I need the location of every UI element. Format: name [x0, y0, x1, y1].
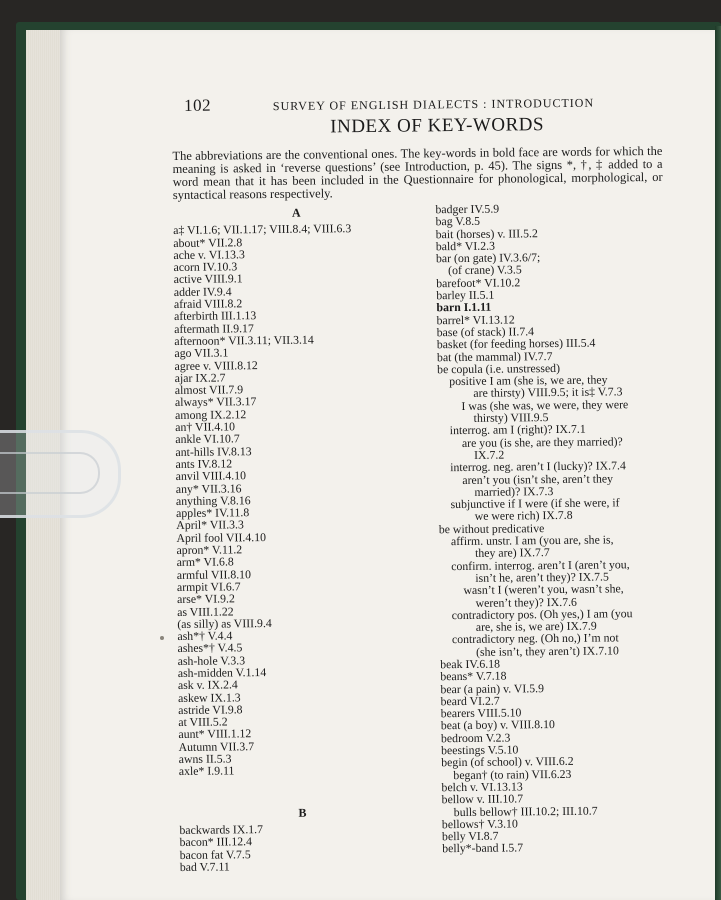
index-entry: askew IX.1.3: [177, 689, 241, 705]
index-entry: armful VII.8.10: [176, 566, 252, 582]
index-entry: aunt* VIII.1.12: [178, 726, 252, 742]
index-entry: afraid VIII.8.2: [173, 296, 243, 312]
index-entry: belly*-band I.5.7: [442, 840, 524, 856]
index-entry: wasn’t I (weren’t you, wasn’t she,: [463, 581, 624, 598]
page-title: INDEX OF KEY-WORDS: [330, 114, 545, 138]
index-entry: (she isn’t, they aren’t) IX.7.10: [476, 643, 619, 659]
index-entry: among IX.2.12: [175, 406, 247, 422]
cover-edge: [715, 26, 721, 900]
index-entry: confirm. interrog. aren’t I (aren’t you,: [451, 556, 630, 573]
index-entry: married)? IX.7.3: [474, 483, 554, 499]
index-entry: ash-midden V.1.14: [177, 665, 267, 680]
index-entry: contradictory neg. (Oh no,) I’m not: [451, 630, 619, 647]
index-entry: ant-hills IV.8.13: [175, 443, 252, 459]
index-entry: ash-hole V.3.3: [177, 652, 246, 668]
index-entry: anything V.8.16: [175, 493, 251, 508]
index-entry: backwards IX.1.7: [179, 822, 264, 837]
index-entry: begin (of school) v. VIII.6.2: [441, 754, 574, 770]
index-entry: subjunctive if I were (if she were, if: [450, 495, 620, 512]
index-entry: bedroom V.2.3: [440, 730, 511, 745]
index-entry: ache v. VI.13.3: [173, 247, 245, 262]
page-number: 102: [184, 95, 212, 115]
index-entry: afterbirth III.1.13: [174, 308, 257, 324]
index-entry: bearers VIII.5.10: [440, 705, 522, 721]
index-entry: base (of stack) II.7.4: [436, 324, 535, 340]
index-entry: barrel* VI.13.12: [436, 312, 515, 327]
index-entry: beat (a boy) v. VIII.8.10: [440, 717, 555, 733]
index-entry: basket (for feeding horses) III.5.4: [436, 335, 596, 352]
index-entry: bellows† V.3.10: [441, 816, 518, 832]
index-entry: ajar IX.2.7: [174, 370, 226, 385]
index-entry: belch v. VI.13.13: [441, 779, 523, 795]
index-entry: positive I am (she is, we are, they: [449, 372, 608, 389]
page-content: [172, 113, 670, 873]
index-entry: be copula (i.e. unstressed): [437, 360, 561, 377]
index-entry: bat (the mammal) IV.7.7: [436, 348, 553, 364]
index-entry: acorn IV.10.3: [173, 259, 238, 275]
index-entry: Autumn VII.3.7: [178, 738, 255, 754]
index-entry: beard VI.2.7: [440, 693, 500, 709]
index-entry: weren’t they)? IX.7.6: [475, 594, 577, 610]
index-entry: ankle VI.10.7: [175, 431, 240, 447]
index-entry: ago VII.3.1: [174, 345, 229, 361]
index-entry: bad V.7.11: [179, 859, 230, 874]
index-entry: interrog. neg. aren’t I (lucky)? IX.7.4: [450, 458, 626, 475]
index-entry: awns II.5.3: [178, 751, 232, 767]
index-entry: about* VII.2.8: [173, 234, 243, 250]
index-entry: thirsty) VIII.9.5: [473, 410, 549, 425]
index-entry: ash*† V.4.4: [177, 628, 233, 644]
index-entry: they are) IX.7.7: [474, 545, 550, 561]
index-entry: are, she is, we are) IX.7.9: [475, 618, 597, 634]
index-column-left: [173, 203, 426, 873]
index-entry: bar (on gate) IV.3.6/7;: [435, 250, 541, 266]
index-entry: aren’t you (isn’t she, aren’t they: [462, 470, 614, 487]
index-entry: beestings V.5.10: [441, 742, 519, 758]
section-letter: B: [298, 805, 307, 820]
index-entry: badger IV.5.9: [435, 201, 500, 217]
section-letter: A: [291, 205, 301, 220]
page-clip-inner: [0, 452, 100, 494]
index-entry: astride VI.9.8: [178, 702, 243, 717]
index-entry: isn’t he, aren’t they)? IX.7.5: [475, 569, 609, 585]
index-entry: are you (is she, are they married)?: [461, 433, 623, 450]
index-entry: we were rich) IX.7.8: [474, 508, 573, 524]
index-entry: ants IV.8.12: [175, 456, 233, 471]
index-entry: affirm. unstr. I am (you are, she is,: [450, 532, 614, 549]
index-entry: arse* VI.9.2: [176, 591, 235, 607]
index-entry: I was (she was, we were, they were: [461, 396, 629, 413]
index-entry: beak IV.6.18: [440, 656, 501, 672]
index-entry: interrog. am I (right)? IX.7.1: [449, 422, 586, 438]
index-entry: bellow v. III.10.7: [441, 791, 524, 807]
index-entry: contradictory pos. (Oh yes,) I am (you: [451, 606, 633, 622]
index-entry: bacon* III.12.4: [179, 834, 253, 850]
index-entry: always* VII.3.17: [174, 394, 257, 410]
index-entry: beans* V.7.18: [440, 668, 507, 684]
index-entry: barn I.1.11: [436, 300, 492, 315]
index-entry: armpit VI.6.7: [176, 579, 241, 594]
index-columns: [173, 201, 670, 873]
index-column-right: [435, 201, 669, 870]
index-entry: apron* V.11.2: [176, 542, 243, 557]
intro-paragraph: The abbreviations are the conventional ones. The key-words in bold face are words for which the meaning is asked in ‘reverse questions’ (see Introduction, p. 45). The signs *, †, ‡ added to a word mean that it has been included in the Questionnaire for phonological, morphological, or syntactical reasons respectively.: [172, 143, 663, 202]
index-entry: began† (to rain) VII.6.23: [453, 766, 572, 782]
index-entry: apples* IV.11.8: [176, 505, 250, 521]
index-entry: barley II.5.1: [436, 287, 495, 303]
index-entry: (as silly) as VIII.9.4: [177, 615, 272, 631]
index-entry: bald* VI.2.3: [435, 238, 496, 254]
index-entry: bacon fat V.7.5: [179, 846, 251, 862]
index-entry: aftermath II.9.17: [174, 320, 254, 336]
index-entry: arm* VI.6.8: [176, 554, 234, 570]
index-entry: ask v. IX.2.4: [177, 677, 238, 693]
page-mark: [160, 636, 164, 640]
index-entry: bag V.8.5: [435, 214, 481, 229]
index-entry: at VIII.5.2: [178, 714, 228, 730]
index-entry: axle* I.9.11: [178, 763, 235, 779]
index-entry: afternoon* VII.3.11; VII.3.14: [174, 332, 314, 348]
index-entry: barefoot* VI.10.2: [436, 275, 521, 291]
index-entry: bear (a pain) v. VI.5.9: [440, 680, 545, 696]
index-entry: are thirsty) VIII.9.5; it is‡ V.7.3: [473, 384, 623, 401]
index-entry: as VIII.1.22: [177, 603, 234, 619]
index-entry: belly VI.8.7: [441, 828, 499, 844]
index-entry: April* VII.3.3: [176, 517, 244, 533]
index-entry: any* VII.3.16: [175, 480, 242, 496]
index-entry: anvil VIII.4.10: [175, 468, 247, 484]
index-entry: active VIII.9.1: [173, 271, 243, 287]
index-entry: bulls bellow† III.10.2; III.10.7: [453, 803, 598, 819]
index-entry: April fool VII.4.10: [176, 529, 267, 545]
index-entry: a‡ VI.1.6; VII.1.17; VIII.8.4; VIII.6.3: [173, 221, 352, 238]
index-entry: almost VII.7.9: [174, 382, 244, 398]
index-entry: bait (horses) v. III.5.2: [435, 225, 538, 241]
index-entry: (of crane) V.3.5: [448, 262, 522, 278]
index-entry: ashes*† V.4.5: [177, 640, 243, 656]
index-entry: be without predicative: [438, 520, 545, 536]
index-entry: an† VII.4.10: [175, 419, 236, 435]
running-head: SURVEY OF ENGLISH DIALECTS : INTRODUCTION: [272, 95, 595, 114]
index-entry: IX.7.2: [473, 447, 505, 462]
index-entry: agree v. VIII.8.12: [174, 357, 258, 373]
index-entry: adder IV.9.4: [173, 284, 232, 299]
